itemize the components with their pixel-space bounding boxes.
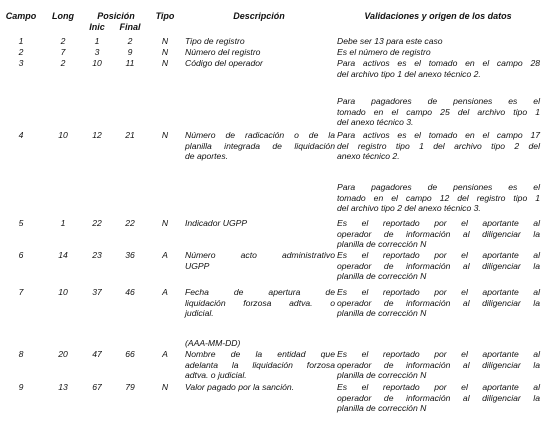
cell-descripcion <box>185 250 335 271</box>
cell-tipo: N <box>161 218 169 228</box>
cell-validacion-line: planilla de corrección N <box>337 403 427 414</box>
cell-descripcion <box>185 382 335 393</box>
cell-validacion <box>337 349 540 381</box>
cell-validacion-line: planilla de corrección N <box>337 271 427 282</box>
cell-long: 14 <box>58 250 68 260</box>
cell-validacion <box>337 382 540 414</box>
cell-validacion-line: Es el reportado por el aportante al <box>337 382 540 392</box>
cell-validacion-line: operador de información al diligenciar la <box>337 392 540 403</box>
cell-descripcion-line: Número del registro <box>185 47 261 57</box>
cell-descripcion <box>185 47 335 58</box>
cell-validacion-line: operador de información al diligenciar la <box>337 297 540 308</box>
cell-campo: 9 <box>18 382 24 392</box>
cell-descripcion-line: Fecha de apertura de <box>185 287 335 297</box>
header-validaciones: Validaciones y origen de los datos <box>364 11 512 21</box>
cell-validacion-line: operador de información al diligenciar la <box>337 260 540 271</box>
cell-validacion-extra-line: del anexo técnico 3. <box>337 117 414 128</box>
cell-campo: 1 <box>18 36 24 46</box>
header-tipo: Tipo <box>155 11 175 21</box>
cell-descripcion-line: Nombre de la entidad que <box>185 349 335 359</box>
cell-validacion-line: planilla de corrección N <box>337 308 427 319</box>
cell-final: 46 <box>125 287 135 297</box>
cell-descripcion-line: Valor pagado por la sanción. <box>185 382 295 392</box>
cell-tipo: N <box>161 47 169 57</box>
cell-validacion-line: planilla de corrección N <box>337 239 427 250</box>
header-posicion: Posición <box>97 11 135 21</box>
cell-validacion-line: Debe ser 13 para este caso <box>337 36 443 46</box>
cell-validacion-line: Es el reportado por el aportante al <box>337 218 540 228</box>
cell-campo: 3 <box>18 58 24 68</box>
header-final: Final <box>119 22 141 32</box>
header-inic: Inic <box>89 22 105 32</box>
cell-validacion-line: planilla de corrección N <box>337 370 427 381</box>
cell-validacion-line: Para activos es el tomado en el campo 28 <box>337 58 540 68</box>
cell-inic: 47 <box>92 349 102 359</box>
cell-final: 11 <box>125 58 135 68</box>
cell-validacion <box>337 218 540 250</box>
cell-validacion-extra-line: tomado en el campo 12 del registro tipo 1 <box>337 192 540 203</box>
cell-tipo: N <box>161 58 169 68</box>
cell-final: 66 <box>125 349 135 359</box>
cell-final: 9 <box>127 47 133 57</box>
cell-validacion-line: Es el número de registro <box>337 47 431 57</box>
cell-final: 36 <box>125 250 135 260</box>
cell-validacion-extra-line: del archivo tipo 2 del anexo técnico 3. <box>337 203 481 214</box>
cell-descripcion-line: adelanta la liquidación forzosa <box>185 359 335 370</box>
cell-final: 79 <box>125 382 135 392</box>
cell-descripcion <box>185 130 335 162</box>
cell-long: 2 <box>60 36 66 46</box>
cell-descripcion-line: de aportes. <box>185 151 228 162</box>
header-descripcion: Descripción <box>233 11 285 21</box>
cell-inic: 10 <box>92 58 102 68</box>
cell-validacion <box>337 130 540 162</box>
cell-descripcion <box>185 36 335 47</box>
cell-inic: 3 <box>94 47 100 57</box>
cell-validacion <box>337 36 540 47</box>
cell-descripcion <box>185 349 335 381</box>
cell-validacion <box>337 287 540 319</box>
cell-descripcion-line: adtva. o judicial. <box>185 370 247 381</box>
header-campo: Campo <box>5 11 37 21</box>
header-long: Long <box>52 11 74 21</box>
cell-validacion <box>337 47 540 58</box>
cell-descripcion <box>185 58 335 69</box>
cell-validacion-line: del archivo tipo 1 del anexo técnico 2. <box>337 68 481 79</box>
cell-inic: 1 <box>94 36 100 46</box>
cell-descripcion-line: Código del operador <box>185 58 263 68</box>
cell-descripcion-line: judicial. <box>185 308 214 319</box>
cell-inic: 37 <box>92 287 102 297</box>
cell-tipo: N <box>161 130 169 140</box>
cell-inic: 22 <box>92 218 102 228</box>
cell-tipo: N <box>161 36 169 46</box>
cell-long: 10 <box>58 130 68 140</box>
cell-inic: 67 <box>92 382 102 392</box>
cell-validacion-line: Para activos es el tomado en el campo 17 <box>337 130 540 140</box>
cell-tipo: A <box>162 349 168 359</box>
cell-final: 21 <box>125 130 135 140</box>
cell-long: 7 <box>60 47 66 57</box>
cell-long: 1 <box>60 218 66 228</box>
cell-descripcion-line: Indicador UGPP <box>185 218 248 228</box>
cell-tipo: N <box>161 382 169 392</box>
cell-descripcion-line: UGPP <box>185 260 210 271</box>
cell-validacion-line: del registro tipo 1 del archivo tipo 2 del <box>337 140 540 151</box>
cell-tipo: A <box>162 287 168 297</box>
cell-tipo: A <box>162 250 168 260</box>
cell-long: 2 <box>60 58 66 68</box>
cell-long: 13 <box>58 382 68 392</box>
cell-final: 22 <box>125 218 135 228</box>
cell-descripcion <box>185 287 335 319</box>
cell-inic: 12 <box>92 130 102 140</box>
cell-validacion-extra-line: Para pagadores de pensiones es el <box>337 182 540 192</box>
cell-descripcion-line: planilla integrada de liquidación <box>185 140 335 151</box>
cell-validacion-line: operador de información al diligenciar la <box>337 359 540 370</box>
cell-validacion-line: Es el reportado por el aportante al <box>337 287 540 297</box>
cell-final: 2 <box>127 36 133 46</box>
cell-campo: 6 <box>18 250 24 260</box>
cell-campo: 5 <box>18 218 24 228</box>
cell-validacion-line: Es el reportado por el aportante al <box>337 349 540 359</box>
cell-validacion-extra <box>337 182 540 214</box>
cell-long: 10 <box>58 287 68 297</box>
cell-validacion <box>337 58 540 79</box>
cell-campo: 7 <box>18 287 24 297</box>
cell-descripcion-line: Número acto administrativo <box>185 250 335 260</box>
cell-descripcion-line: liquidación forzosa adtva. o <box>185 297 335 308</box>
cell-descripcion-format: (AAA-MM-DD) <box>185 338 241 348</box>
cell-inic: 23 <box>92 250 102 260</box>
cell-validacion-extra-line: tomado en el campo 25 del archivo tipo 1 <box>337 106 540 117</box>
cell-descripcion-line: Tipo de registro <box>185 36 245 46</box>
cell-validacion <box>337 250 540 282</box>
cell-campo: 8 <box>18 349 24 359</box>
cell-validacion-line: anexo técnico 2. <box>337 151 400 162</box>
cell-validacion-line: operador de información al diligenciar la <box>337 228 540 239</box>
cell-validacion-extra-line: Para pagadores de pensiones es el <box>337 96 540 106</box>
cell-campo: 4 <box>18 130 24 140</box>
cell-long: 20 <box>58 349 68 359</box>
cell-descripcion <box>185 218 335 229</box>
cell-validacion-extra <box>337 96 540 128</box>
cell-campo: 2 <box>18 47 24 57</box>
cell-descripcion-line: Número de radicación o de la <box>185 130 335 140</box>
cell-validacion-line: Es el reportado por el aportante al <box>337 250 540 260</box>
